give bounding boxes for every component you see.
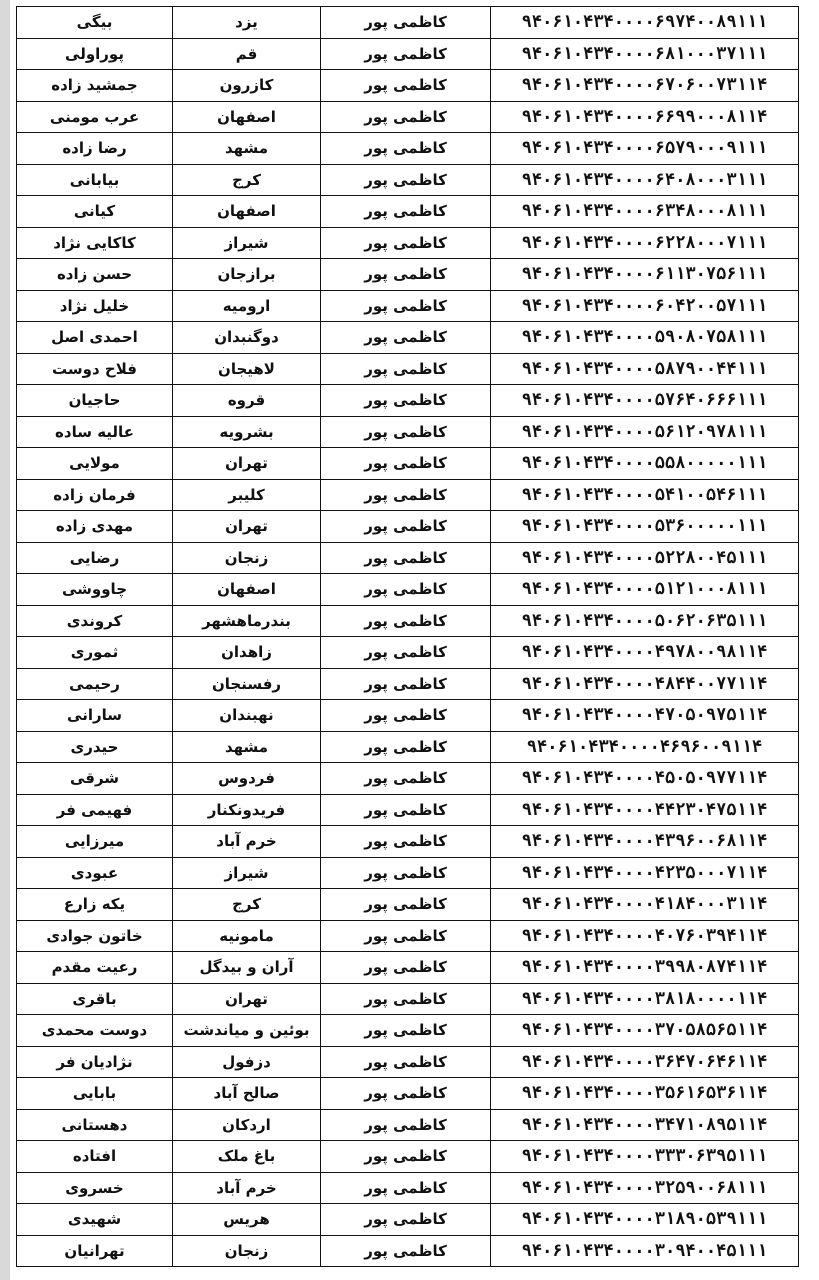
name-cell: ثموری	[17, 637, 173, 669]
owner-cell: کاظمی پور	[321, 322, 491, 354]
owner-cell: کاظمی پور	[321, 259, 491, 291]
postal-code-cell: ۹۴۰۶۱۰۴۳۴۰۰۰۰۵۹۰۸۰۷۵۸۱۱۱	[491, 322, 799, 354]
city-cell: زنجان	[173, 1235, 321, 1267]
city-cell: برازجان	[173, 259, 321, 291]
name-cell: رعیت مقدم	[17, 952, 173, 984]
name-cell: فلاح دوست	[17, 353, 173, 385]
owner-cell: کاظمی پور	[321, 1078, 491, 1110]
table-row	[17, 133, 799, 165]
records-table	[16, 6, 799, 1267]
city-cell: دوگنبدان	[173, 322, 321, 354]
postal-code-cell: ۹۴۰۶۱۰۴۳۴۰۰۰۰۶۰۴۲۰۰۵۷۱۱۱	[491, 290, 799, 322]
owner-cell: کاظمی پور	[321, 1204, 491, 1236]
postal-code-cell: ۹۴۰۶۱۰۴۳۴۰۰۰۰۴۸۴۴۰۰۷۷۱۱۴	[491, 668, 799, 700]
name-cell: رحیمی	[17, 668, 173, 700]
owner-cell: کاظمی پور	[321, 1172, 491, 1204]
owner-cell: کاظمی پور	[321, 290, 491, 322]
postal-code-cell: ۹۴۰۶۱۰۴۳۴۰۰۰۰۵۵۸۰۰۰۰۰۱۱۱	[491, 448, 799, 480]
owner-cell: کاظمی پور	[321, 574, 491, 606]
city-cell: باغ ملک	[173, 1141, 321, 1173]
city-cell: بوئین و میاندشت	[173, 1015, 321, 1047]
name-cell: افتاده	[17, 1141, 173, 1173]
table-row	[17, 7, 799, 39]
name-cell: کروندی	[17, 605, 173, 637]
name-cell: پوراولی	[17, 38, 173, 70]
postal-code-cell: ۹۴۰۶۱۰۴۳۴۰۰۰۰۶۸۱۰۰۰۳۷۱۱۱	[491, 38, 799, 70]
owner-cell: کاظمی پور	[321, 889, 491, 921]
city-cell: زنجان	[173, 542, 321, 574]
name-cell: عالیه ساده	[17, 416, 173, 448]
table-row	[17, 731, 799, 763]
city-cell: اردکان	[173, 1109, 321, 1141]
name-cell: شهیدی	[17, 1204, 173, 1236]
owner-cell: کاظمی پور	[321, 196, 491, 228]
postal-code-cell: ۹۴۰۶۱۰۴۳۴۰۰۰۰۶۹۷۴۰۰۸۹۱۱۱	[491, 7, 799, 39]
postal-code-cell: ۹۴۰۶۱۰۴۳۴۰۰۰۰۳۴۷۱۰۸۹۵۱۱۴	[491, 1109, 799, 1141]
city-cell: خرم آباد	[173, 1172, 321, 1204]
owner-cell: کاظمی پور	[321, 637, 491, 669]
city-cell: لاهیجان	[173, 353, 321, 385]
postal-code-cell: ۹۴۰۶۱۰۴۳۴۰۰۰۰۵۴۱۰۰۵۴۶۱۱۱	[491, 479, 799, 511]
name-cell: رضایی	[17, 542, 173, 574]
postal-code-cell: ۹۴۰۶۱۰۴۳۴۰۰۰۰۶۴۰۸۰۰۰۳۱۱۱	[491, 164, 799, 196]
owner-cell: کاظمی پور	[321, 385, 491, 417]
postal-code-cell: ۹۴۰۶۱۰۴۳۴۰۰۰۰۶۷۰۶۰۰۷۳۱۱۴	[491, 70, 799, 102]
owner-cell: کاظمی پور	[321, 101, 491, 133]
city-cell: کازرون	[173, 70, 321, 102]
postal-code-cell: ۹۴۰۶۱۰۴۳۴۰۰۰۰۴۷۰۵۰۹۷۵۱۱۴	[491, 700, 799, 732]
name-cell: چاووشی	[17, 574, 173, 606]
table-row	[17, 259, 799, 291]
city-cell: آران و بیدگل	[173, 952, 321, 984]
table-row	[17, 38, 799, 70]
owner-cell: کاظمی پور	[321, 164, 491, 196]
table-row	[17, 290, 799, 322]
city-cell: کرج	[173, 164, 321, 196]
table-row	[17, 164, 799, 196]
postal-code-cell: ۹۴۰۶۱۰۴۳۴۰۰۰۰۳۷۰۵۸۵۶۵۱۱۴	[491, 1015, 799, 1047]
postal-code-cell: ۹۴۰۶۱۰۴۳۴۰۰۰۰۳۸۱۸۰۰۰۰۱۱۴	[491, 983, 799, 1015]
table-row	[17, 605, 799, 637]
owner-cell: کاظمی پور	[321, 7, 491, 39]
name-cell: حیدری	[17, 731, 173, 763]
name-cell: دهستانی	[17, 1109, 173, 1141]
table-row	[17, 763, 799, 795]
city-cell: صالح آباد	[173, 1078, 321, 1110]
postal-code-cell: ۹۴۰۶۱۰۴۳۴۰۰۰۰۶۳۴۸۰۰۰۸۱۱۱	[491, 196, 799, 228]
name-cell: نژادیان فر	[17, 1046, 173, 1078]
owner-cell: کاظمی پور	[321, 1141, 491, 1173]
name-cell: حاجیان	[17, 385, 173, 417]
owner-cell: کاظمی پور	[321, 826, 491, 858]
postal-code-cell: ۹۴۰۶۱۰۴۳۴۰۰۰۰۶۶۹۹۰۰۰۸۱۱۴	[491, 101, 799, 133]
city-cell: شیراز	[173, 857, 321, 889]
table-row	[17, 668, 799, 700]
postal-code-cell: ۹۴۰۶۱۰۴۳۴۰۰۰۰۵۳۶۰۰۰۰۰۱۱۱	[491, 511, 799, 543]
name-cell: احمدی اصل	[17, 322, 173, 354]
postal-code-cell: ۹۴۰۶۱۰۴۳۴۰۰۰۰۳۶۴۷۰۶۴۶۱۱۴	[491, 1046, 799, 1078]
city-cell: تهران	[173, 983, 321, 1015]
table-row	[17, 196, 799, 228]
owner-cell: کاظمی پور	[321, 700, 491, 732]
name-cell: بیابانی	[17, 164, 173, 196]
name-cell: خسروی	[17, 1172, 173, 1204]
name-cell: بیگی	[17, 7, 173, 39]
name-cell: باقری	[17, 983, 173, 1015]
owner-cell: کاظمی پور	[321, 857, 491, 889]
name-cell: شرقی	[17, 763, 173, 795]
owner-cell: کاظمی پور	[321, 920, 491, 952]
city-cell: یزد	[173, 7, 321, 39]
postal-code-cell: ۹۴۰۶۱۰۴۳۴۰۰۰۰۵۰۶۲۰۶۳۵۱۱۱	[491, 605, 799, 637]
records-table-body	[17, 7, 799, 1267]
postal-code-cell: ۹۴۰۶۱۰۴۳۴۰۰۰۰۴۳۹۶۰۰۶۸۱۱۴	[491, 826, 799, 858]
table-row	[17, 227, 799, 259]
postal-code-cell: ۹۴۰۶۱۰۴۳۴۰۰۰۰۴۰۷۶۰۳۹۴۱۱۴	[491, 920, 799, 952]
owner-cell: کاظمی پور	[321, 416, 491, 448]
city-cell: تهران	[173, 448, 321, 480]
city-cell: فریدونکنار	[173, 794, 321, 826]
city-cell: بشرویه	[173, 416, 321, 448]
city-cell: کرج	[173, 889, 321, 921]
postal-code-cell: ۹۴۰۶۱۰۴۳۴۰۰۰۰۳۹۹۸۰۸۷۴۱۱۴	[491, 952, 799, 984]
table-row	[17, 826, 799, 858]
owner-cell: کاظمی پور	[321, 983, 491, 1015]
name-cell: سارانی	[17, 700, 173, 732]
name-cell: کیانی	[17, 196, 173, 228]
city-cell: نهبندان	[173, 700, 321, 732]
table-row	[17, 952, 799, 984]
postal-code-cell: ۹۴۰۶۱۰۴۳۴۰۰۰۰۵۸۷۹۰۰۴۴۱۱۱	[491, 353, 799, 385]
postal-code-cell: ۹۴۰۶۱۰۴۳۴۰۰۰۰۴۲۳۵۰۰۰۷۱۱۴	[491, 857, 799, 889]
table-row	[17, 101, 799, 133]
table-row	[17, 983, 799, 1015]
city-cell: اصفهان	[173, 574, 321, 606]
postal-code-cell: ۹۴۰۶۱۰۴۳۴۰۰۰۰۴۱۸۴۰۰۰۳۱۱۴	[491, 889, 799, 921]
city-cell: شیراز	[173, 227, 321, 259]
table-row	[17, 542, 799, 574]
table-row	[17, 574, 799, 606]
owner-cell: کاظمی پور	[321, 1015, 491, 1047]
owner-cell: کاظمی پور	[321, 133, 491, 165]
city-cell: اصفهان	[173, 196, 321, 228]
postal-code-cell: ۹۴۰۶۱۰۴۳۴۰۰۰۰۴۹۷۸۰۰۹۸۱۱۴	[491, 637, 799, 669]
postal-code-cell: ۹۴۰۶۱۰۴۳۴۰۰۰۰۵۱۲۱۰۰۰۸۱۱۱	[491, 574, 799, 606]
owner-cell: کاظمی پور	[321, 38, 491, 70]
city-cell: زاهدان	[173, 637, 321, 669]
owner-cell: کاظمی پور	[321, 668, 491, 700]
postal-code-cell: ۹۴۰۶۱۰۴۳۴۰۰۰۰۵۷۶۴۰۶۶۶۱۱۱	[491, 385, 799, 417]
owner-cell: کاظمی پور	[321, 353, 491, 385]
name-cell: مهدی زاده	[17, 511, 173, 543]
postal-code-cell: ۹۴۰۶۱۰۴۳۴۰۰۰۰۶۱۱۳۰۷۵۶۱۱۱	[491, 259, 799, 291]
postal-code-cell: ۹۴۰۶۱۰۴۳۴۰۰۰۰۶۲۲۸۰۰۰۷۱۱۱	[491, 227, 799, 259]
table-row	[17, 1046, 799, 1078]
table-row	[17, 637, 799, 669]
owner-cell: کاظمی پور	[321, 605, 491, 637]
postal-code-cell: ۹۴۰۶۱۰۴۳۴۰۰۰۰۶۵۷۹۰۰۰۹۱۱۱	[491, 133, 799, 165]
city-cell: ارومیه	[173, 290, 321, 322]
owner-cell: کاظمی پور	[321, 1109, 491, 1141]
city-cell: بندرماهشهر	[173, 605, 321, 637]
owner-cell: کاظمی پور	[321, 542, 491, 574]
name-cell: جمشید زاده	[17, 70, 173, 102]
city-cell: کلیبر	[173, 479, 321, 511]
name-cell: عرب مومنی	[17, 101, 173, 133]
owner-cell: کاظمی پور	[321, 70, 491, 102]
document-sheet	[16, 6, 798, 1274]
owner-cell: کاظمی پور	[321, 794, 491, 826]
owner-cell: کاظمی پور	[321, 479, 491, 511]
owner-cell: کاظمی پور	[321, 1046, 491, 1078]
owner-cell: کاظمی پور	[321, 511, 491, 543]
name-cell: بابایی	[17, 1078, 173, 1110]
name-cell: تهرانیان	[17, 1235, 173, 1267]
name-cell: رضا زاده	[17, 133, 173, 165]
owner-cell: کاظمی پور	[321, 448, 491, 480]
postal-code-cell: ۹۴۰۶۱۰۴۳۴۰۰۰۰۵۲۲۸۰۰۴۵۱۱۱	[491, 542, 799, 574]
table-row	[17, 385, 799, 417]
owner-cell: کاظمی پور	[321, 1235, 491, 1267]
name-cell: کاکایی نژاد	[17, 227, 173, 259]
postal-code-cell: ۹۴۰۶۱۰۴۳۴۰۰۰۰۳۲۵۹۰۰۶۸۱۱۱	[491, 1172, 799, 1204]
table-row	[17, 794, 799, 826]
postal-code-cell: ۹۴۰۶۱۰۴۳۴۰۰۰۰۳۵۶۱۶۵۳۶۱۱۴	[491, 1078, 799, 1110]
name-cell: میرزایی	[17, 826, 173, 858]
table-row	[17, 322, 799, 354]
city-cell: فردوس	[173, 763, 321, 795]
table-row	[17, 920, 799, 952]
city-cell: رفسنجان	[173, 668, 321, 700]
name-cell: خاتون جوادی	[17, 920, 173, 952]
table-row	[17, 511, 799, 543]
name-cell: یکه زارع	[17, 889, 173, 921]
owner-cell: کاظمی پور	[321, 731, 491, 763]
postal-code-cell: ۹۴۰۶۱۰۴۳۴۰۰۰۰۴۶۹۶۰۰۹۱۱۴	[491, 731, 799, 763]
table-row	[17, 1078, 799, 1110]
owner-cell: کاظمی پور	[321, 227, 491, 259]
name-cell: دوست محمدی	[17, 1015, 173, 1047]
postal-code-cell: ۹۴۰۶۱۰۴۳۴۰۰۰۰۴۵۰۵۰۹۷۷۱۱۴	[491, 763, 799, 795]
city-cell: هریس	[173, 1204, 321, 1236]
name-cell: حسن زاده	[17, 259, 173, 291]
table-row	[17, 1109, 799, 1141]
postal-code-cell: ۹۴۰۶۱۰۴۳۴۰۰۰۰۴۴۲۳۰۴۷۵۱۱۴	[491, 794, 799, 826]
table-row	[17, 857, 799, 889]
postal-code-cell: ۹۴۰۶۱۰۴۳۴۰۰۰۰۵۶۱۲۰۹۷۸۱۱۱	[491, 416, 799, 448]
city-cell: قروه	[173, 385, 321, 417]
name-cell: عبودی	[17, 857, 173, 889]
left-page-margin	[0, 0, 10, 1280]
city-cell: اصفهان	[173, 101, 321, 133]
owner-cell: کاظمی پور	[321, 763, 491, 795]
city-cell: مشهد	[173, 731, 321, 763]
table-row	[17, 1015, 799, 1047]
owner-cell: کاظمی پور	[321, 952, 491, 984]
table-row	[17, 700, 799, 732]
name-cell: فهیمی فر	[17, 794, 173, 826]
table-row	[17, 1141, 799, 1173]
city-cell: دزفول	[173, 1046, 321, 1078]
city-cell: مامونیه	[173, 920, 321, 952]
postal-code-cell: ۹۴۰۶۱۰۴۳۴۰۰۰۰۳۱۸۹۰۵۳۹۱۱۱	[491, 1204, 799, 1236]
name-cell: فرمان زاده	[17, 479, 173, 511]
postal-code-cell: ۹۴۰۶۱۰۴۳۴۰۰۰۰۳۰۹۴۰۰۴۵۱۱۱	[491, 1235, 799, 1267]
table-row	[17, 353, 799, 385]
city-cell: تهران	[173, 511, 321, 543]
name-cell: خلیل نژاد	[17, 290, 173, 322]
postal-code-cell: ۹۴۰۶۱۰۴۳۴۰۰۰۰۳۳۳۰۶۳۹۵۱۱۱	[491, 1141, 799, 1173]
table-row	[17, 416, 799, 448]
table-row	[17, 889, 799, 921]
table-row	[17, 1172, 799, 1204]
name-cell: مولایی	[17, 448, 173, 480]
table-row	[17, 1235, 799, 1267]
table-row	[17, 448, 799, 480]
city-cell: مشهد	[173, 133, 321, 165]
city-cell: قم	[173, 38, 321, 70]
table-row	[17, 479, 799, 511]
table-row	[17, 70, 799, 102]
table-row	[17, 1204, 799, 1236]
city-cell: خرم آباد	[173, 826, 321, 858]
